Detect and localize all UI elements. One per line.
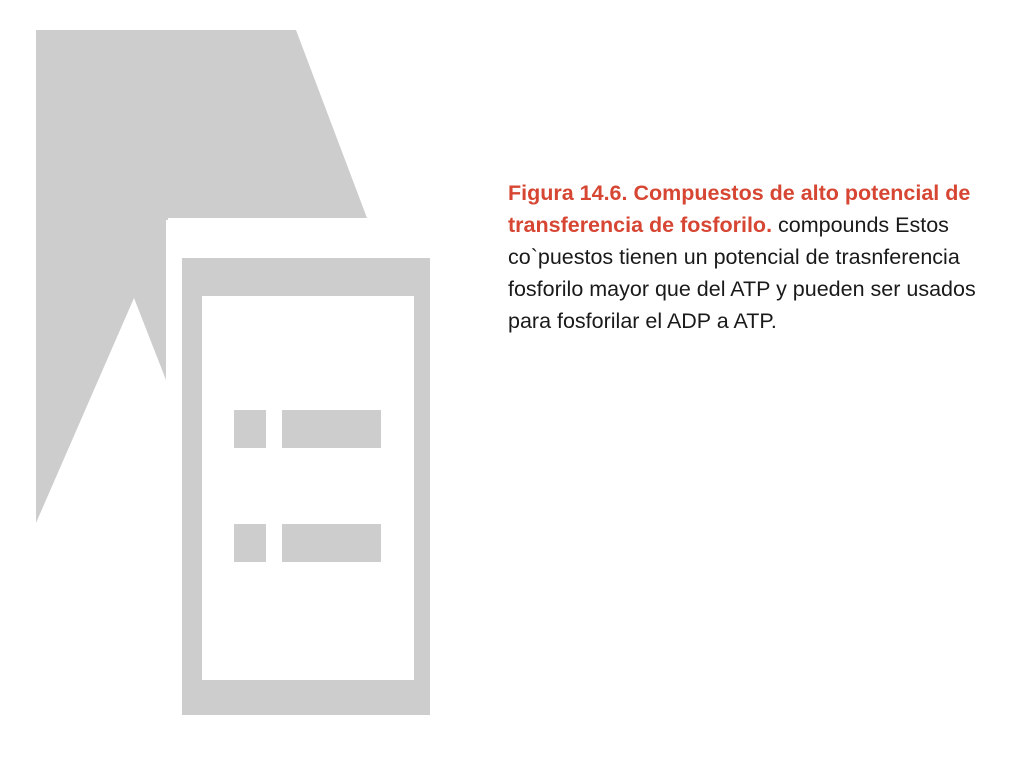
list-line-icon — [282, 524, 381, 562]
document-list-icon — [182, 258, 430, 715]
chevron-frame — [166, 218, 168, 220]
figure-caption — [508, 177, 978, 337]
figure-title: Figura 14.6. Compuestos de alto potencial de transferencia de fosforilo. — [508, 181, 971, 237]
list-bullet-icon — [234, 524, 266, 562]
list-line-icon — [282, 410, 381, 448]
figure-description: compounds Estos co`puestos tienen un potencial de trasnferencia fosforilo mayor que del ATP y pueden ser usados para fosforilar el ADP a ATP. — [508, 213, 976, 333]
list-bullet-icon — [234, 410, 266, 448]
